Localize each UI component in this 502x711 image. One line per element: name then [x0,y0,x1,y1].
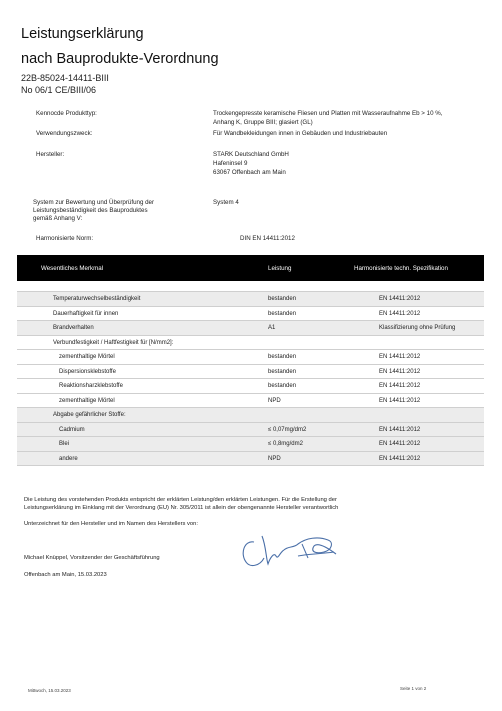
place-date: Offenbach am Main, 15.03.2023 [24,572,107,578]
table-row [17,437,484,452]
row-spezifikation: EN 14411:2012 [379,354,421,360]
document-title-line2: nach Bauprodukte-Verordnung [21,51,219,67]
row-merkmal: Dauerhaftigkeit für innen [53,310,119,317]
row-merkmal: zementhaltige Mörtel [59,354,115,360]
signed-for: Unterzeichnet für den Hersteller und im Namen des Herstellers von: [24,521,198,527]
norm-value: DIN EN 14411:2012 [240,235,295,242]
row-merkmal: Verbundfestigkeit / Haftfestigkeit für [N/mm2]: [53,339,174,346]
row-leistung: ≤ 0,07mg/dm2 [268,426,307,433]
table-spacer [17,281,484,292]
document-id: 22B-85024-14411-BIII [21,73,109,83]
row-merkmal: Dispersionsklebstoffe [59,368,116,375]
document-number: No 06/1 CE/BIII/06 [21,85,97,95]
header-leistung: Leistung [268,265,292,272]
footer-page: Seite 1 von 2 [400,686,427,691]
row-leistung: NPD [268,397,281,404]
header-spezifikation: Harmonisierte techn. Spezifikation [354,265,448,272]
row-merkmal: Brandverhalten [53,325,94,331]
row-spezifikation: EN 14411:2012 [379,296,421,302]
system-label-2: Leistungsbeständigkeit des Bauproduktes [33,207,148,214]
zweck-value: Für Wandbekleidungen innen in Gebäuden und Industriebauten [213,130,388,137]
table-row [17,292,484,307]
hersteller-street: Hafeninsel 9 [213,160,248,167]
table-row [17,423,484,438]
row-merkmal: Cadmium [59,426,85,433]
row-leistung: bestanden [268,383,297,389]
table-row [17,307,484,322]
statement-line1: Die Leistung des vorstehenden Produkts entspricht der erklärten Leistung/den erklärten Leistungen. Für die Erstellung der [24,497,337,503]
document-title-line1: Leistungserklärung [21,26,144,42]
norm-label: Harmonisierte Norm: [36,235,94,242]
row-leistung: bestanden [268,296,297,302]
signature-image [236,528,346,574]
row-spezifikation: EN 14411:2012 [379,368,421,375]
row-merkmal: zementhaltige Mörtel [59,397,115,404]
row-spezifikation: EN 14411:2012 [379,426,421,433]
kenncode-label: Kennocde Produkttyp: [36,110,97,117]
hersteller-label: Hersteller: [36,151,65,158]
row-leistung: bestanden [268,310,297,317]
table-row [17,321,484,336]
header-merkmal: Wesentliches Merkmal [41,265,104,272]
row-spezifikation: EN 14411:2012 [379,383,421,389]
row-spezifikation: EN 14411:2012 [379,397,421,404]
table-row [17,408,484,423]
signatory: Michael Knüppel, Vorsitzender der Geschäftsführung [24,555,160,561]
system-label-1: System zur Bewertung und Überprüfung der [33,199,155,206]
row-spezifikation: Klassifizierung ohne Prüfung [379,325,456,331]
table-header [17,255,484,281]
row-merkmal: andere [59,455,78,462]
table-row [17,452,484,467]
hersteller-city: 63067 Offenbach am Main [213,169,286,176]
row-spezifikation: EN 14411:2012 [379,455,421,462]
row-merkmal: Reaktionsharzklebstoffe [59,383,123,389]
zweck-label: Verwendungszweck: [36,130,93,137]
row-leistung: ≤ 0,8mg/dm2 [268,441,303,447]
row-merkmal: Blei [59,441,70,447]
row-leistung: A1 [268,325,276,331]
row-merkmal: Abgabe gefährlicher Stoffe: [53,412,126,418]
kenncode-value: Trockengepresste keramische Fliesen und Platten mit Wasseraufnahme Eb > 10 %, Anhang K, Gruppe BIII; glasiert (GL) [213,110,443,126]
system-value: System 4 [213,199,239,206]
footer-date: Mittwoch, 15.03.2023 [28,688,71,693]
table-row [17,379,484,394]
table-row [17,394,484,409]
table-row [17,365,484,380]
row-merkmal: Temperaturwechselbeständigkeit [53,296,141,302]
hersteller-name: STARK Deutschland GmbH [213,151,289,158]
table-row [17,336,484,351]
statement-line2: Leistungserklärung im Einklang mit der Verordnung (EU) Nr. 305/2011 ist allein der obengenannte Hersteller verantwortlich [24,505,339,511]
performance-table [17,255,484,466]
row-leistung: bestanden [268,368,297,375]
row-leistung: NPD [268,455,281,462]
system-label-3: gemäß Anhang V: [33,215,83,222]
row-spezifikation: EN 14411:2012 [379,310,421,317]
row-leistung: bestanden [268,354,297,360]
row-spezifikation: EN 14411:2012 [379,441,421,447]
table-body [17,292,484,466]
table-row [17,350,484,365]
